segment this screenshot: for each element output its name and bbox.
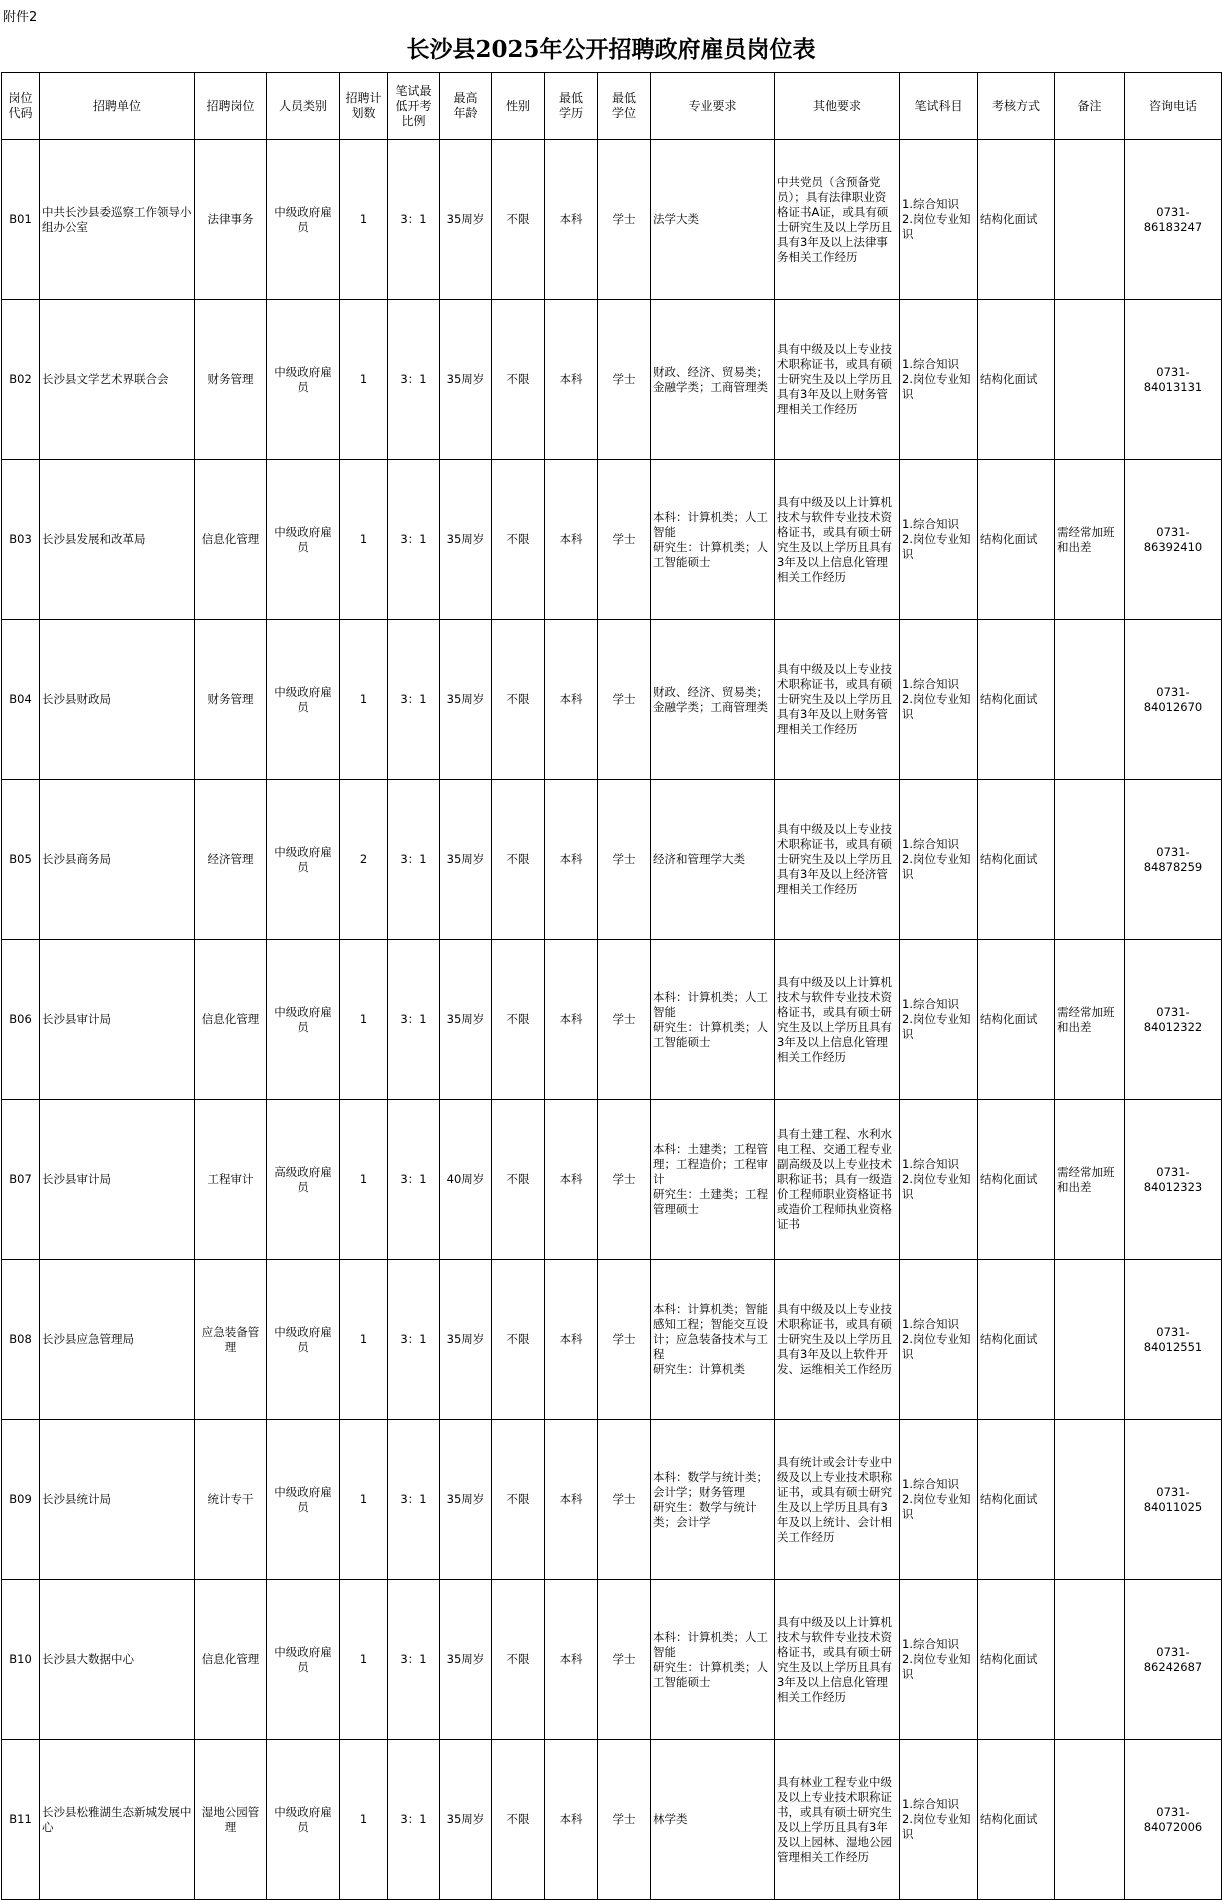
- cell-assessment: 结构化面试: [978, 1260, 1055, 1420]
- cell-note: [1055, 1580, 1125, 1740]
- cell-exam: 1.综合知识 2.岗位专业知识: [900, 1100, 978, 1260]
- cell-unit: 长沙县大数据中心: [40, 1580, 195, 1740]
- cell-other: 具有中级及以上专业技术职称证书，或具有硕士研究生及以上学历且具有3年及以上财务管理相关工作经历: [775, 300, 900, 460]
- cell-plan: 1: [340, 300, 388, 460]
- cell-post: 经济管理: [195, 780, 267, 940]
- cell-education: 本科: [545, 460, 598, 620]
- cell-exam: 1.综合知识 2.岗位专业知识: [900, 300, 978, 460]
- cell-major: 法学大类: [651, 140, 775, 300]
- cell-unit: 长沙县松雅湖生态新城发展中心: [40, 1740, 195, 1900]
- cell-phone: 0731- 84878259: [1125, 780, 1222, 940]
- cell-plan: 1: [340, 1100, 388, 1260]
- cell-education: 本科: [545, 1580, 598, 1740]
- cell-phone: 0731- 84011025: [1125, 1420, 1222, 1580]
- cell-plan: 1: [340, 620, 388, 780]
- cell-code: B04: [2, 620, 40, 780]
- cell-post: 应急装备管理: [195, 1260, 267, 1420]
- cell-age: 35周岁: [440, 140, 492, 300]
- cell-unit: 长沙县发展和改革局: [40, 460, 195, 620]
- cell-note: [1055, 1740, 1125, 1900]
- cell-post: 统计专干: [195, 1420, 267, 1580]
- cell-age: 35周岁: [440, 1260, 492, 1420]
- cell-code: B08: [2, 1260, 40, 1420]
- cell-degree: 学士: [598, 1740, 651, 1900]
- cell-major: 本科：土建类；工程管理；工程造价；工程审计 研究生：土建类；工程管理硕士: [651, 1100, 775, 1260]
- header-row: [2, 73, 1222, 140]
- cell-assessment: 结构化面试: [978, 1580, 1055, 1740]
- header-unit: 招聘单位: [40, 73, 195, 140]
- cell-assessment: 结构化面试: [978, 940, 1055, 1100]
- header-post: 招聘岗位: [195, 73, 267, 140]
- cell-degree: 学士: [598, 460, 651, 620]
- cell-assessment: 结构化面试: [978, 1420, 1055, 1580]
- cell-ratio: 3：1: [388, 780, 440, 940]
- table-row: [2, 1420, 1222, 1580]
- cell-category: 中级政府雇员: [267, 460, 340, 620]
- cell-exam: 1.综合知识 2.岗位专业知识: [900, 1420, 978, 1580]
- cell-category: 中级政府雇员: [267, 1420, 340, 1580]
- cell-assessment: 结构化面试: [978, 300, 1055, 460]
- table-row: [2, 780, 1222, 940]
- cell-assessment: 结构化面试: [978, 1740, 1055, 1900]
- header-code: 岗位 代码: [2, 73, 40, 140]
- cell-ratio: 3：1: [388, 620, 440, 780]
- cell-degree: 学士: [598, 940, 651, 1100]
- cell-unit: 长沙县文学艺术界联合会: [40, 300, 195, 460]
- cell-post: 工程审计: [195, 1100, 267, 1260]
- header-assessment: 考核方式: [978, 73, 1055, 140]
- cell-age: 35周岁: [440, 1740, 492, 1900]
- cell-phone: 0731- 86183247: [1125, 140, 1222, 300]
- cell-degree: 学士: [598, 620, 651, 780]
- cell-phone: 0731- 84012551: [1125, 1260, 1222, 1420]
- cell-other: 具有统计或会计专业中级及以上专业技术职称证书，或具有硕士研究生及以上学历且具有3年及以上统计、会计相关工作经历: [775, 1420, 900, 1580]
- cell-ratio: 3：1: [388, 1420, 440, 1580]
- cell-unit: 长沙县应急管理局: [40, 1260, 195, 1420]
- cell-plan: 1: [340, 1420, 388, 1580]
- cell-code: B03: [2, 460, 40, 620]
- header-major: 专业要求: [651, 73, 775, 140]
- cell-other: 具有中级及以上计算机技术与软件专业技术资格证书，或具有硕士研究生及以上学历且具有3年及以上信息化管理相关工作经历: [775, 1580, 900, 1740]
- cell-phone: 0731- 86242687: [1125, 1580, 1222, 1740]
- cell-education: 本科: [545, 620, 598, 780]
- cell-phone: 0731- 84013131: [1125, 300, 1222, 460]
- cell-degree: 学士: [598, 140, 651, 300]
- cell-ratio: 3：1: [388, 460, 440, 620]
- cell-exam: 1.综合知识 2.岗位专业知识: [900, 780, 978, 940]
- cell-major: 本科：计算机类；人工智能 研究生：计算机类；人工智能硕士: [651, 940, 775, 1100]
- cell-major: 本科：计算机类；人工智能 研究生：计算机类；人工智能硕士: [651, 460, 775, 620]
- cell-other: 具有中级及以上专业技术职称证书，或具有硕士研究生及以上学历且具有3年及以上经济管理相关工作经历: [775, 780, 900, 940]
- cell-post: 信息化管理: [195, 460, 267, 620]
- cell-gender: 不限: [492, 1260, 545, 1420]
- cell-ratio: 3：1: [388, 300, 440, 460]
- table-row: [2, 1740, 1222, 1900]
- cell-ratio: 3：1: [388, 1580, 440, 1740]
- cell-education: 本科: [545, 1100, 598, 1260]
- cell-category: 高级政府雇员: [267, 1100, 340, 1260]
- header-phone: 咨询电话: [1125, 73, 1222, 140]
- table-row: [2, 1580, 1222, 1740]
- header-note: 备注: [1055, 73, 1125, 140]
- cell-other: 中共党员（含预备党员）；具有法律职业资格证书A证，或具有硕士研究生及以上学历且具有3年及以上法律事务相关工作经历: [775, 140, 900, 300]
- cell-assessment: 结构化面试: [978, 780, 1055, 940]
- cell-post: 财务管理: [195, 620, 267, 780]
- cell-other: 具有中级及以上专业技术职称证书，或具有硕士研究生及以上学历且具有3年及以上软件开发、运维相关工作经历: [775, 1260, 900, 1420]
- cell-other: 具有中级及以上计算机技术与软件专业技术资格证书，或具有硕士研究生及以上学历且具有3年及以上信息化管理相关工作经历: [775, 460, 900, 620]
- cell-other: 具有中级及以上专业技术职称证书，或具有硕士研究生及以上学历且具有3年及以上财务管理相关工作经历: [775, 620, 900, 780]
- cell-degree: 学士: [598, 1420, 651, 1580]
- cell-exam: 1.综合知识 2.岗位专业知识: [900, 1740, 978, 1900]
- cell-category: 中级政府雇员: [267, 1580, 340, 1740]
- cell-gender: 不限: [492, 1420, 545, 1580]
- cell-major: 本科：计算机类；人工智能 研究生：计算机类；人工智能硕士: [651, 1580, 775, 1740]
- cell-major: 经济和管理学大类: [651, 780, 775, 940]
- cell-education: 本科: [545, 1260, 598, 1420]
- cell-plan: 1: [340, 460, 388, 620]
- cell-gender: 不限: [492, 1740, 545, 1900]
- cell-age: 35周岁: [440, 1580, 492, 1740]
- cell-phone: 0731- 84072006: [1125, 1740, 1222, 1900]
- header-ratio: 笔试最 低开考 比例: [388, 73, 440, 140]
- cell-exam: 1.综合知识 2.岗位专业知识: [900, 620, 978, 780]
- cell-unit: 中共长沙县委巡察工作领导小组办公室: [40, 140, 195, 300]
- cell-education: 本科: [545, 940, 598, 1100]
- cell-major: 本科：计算机类；智能感知工程；智能交互设计；应急装备技术与工程 研究生：计算机类: [651, 1260, 775, 1420]
- cell-note: [1055, 140, 1125, 300]
- cell-gender: 不限: [492, 300, 545, 460]
- cell-education: 本科: [545, 1740, 598, 1900]
- cell-category: 中级政府雇员: [267, 300, 340, 460]
- cell-plan: 1: [340, 140, 388, 300]
- annex-label: 附件2: [3, 10, 38, 25]
- cell-exam: 1.综合知识 2.岗位专业知识: [900, 140, 978, 300]
- cell-plan: 1: [340, 1260, 388, 1420]
- cell-exam: 1.综合知识 2.岗位专业知识: [900, 460, 978, 620]
- cell-other: 具有中级及以上计算机技术与软件专业技术资格证书，或具有硕士研究生及以上学历且具有3年及以上信息化管理相关工作经历: [775, 940, 900, 1100]
- cell-unit: 长沙县审计局: [40, 1100, 195, 1260]
- cell-post: 信息化管理: [195, 940, 267, 1100]
- cell-note: [1055, 300, 1125, 460]
- cell-phone: 0731- 84012323: [1125, 1100, 1222, 1260]
- cell-phone: 0731- 84012670: [1125, 620, 1222, 780]
- cell-gender: 不限: [492, 1100, 545, 1260]
- table-row: [2, 460, 1222, 620]
- cell-degree: 学士: [598, 780, 651, 940]
- header-category: 人员类别: [267, 73, 340, 140]
- cell-gender: 不限: [492, 940, 545, 1100]
- cell-education: 本科: [545, 300, 598, 460]
- header-gender: 性别: [492, 73, 545, 140]
- cell-ratio: 3：1: [388, 940, 440, 1100]
- cell-note: [1055, 780, 1125, 940]
- cell-unit: 长沙县统计局: [40, 1420, 195, 1580]
- cell-note: [1055, 620, 1125, 780]
- cell-unit: 长沙县财政局: [40, 620, 195, 780]
- cell-plan: 2: [340, 780, 388, 940]
- cell-exam: 1.综合知识 2.岗位专业知识: [900, 940, 978, 1100]
- cell-code: B06: [2, 940, 40, 1100]
- cell-category: 中级政府雇员: [267, 620, 340, 780]
- cell-post: 信息化管理: [195, 1580, 267, 1740]
- cell-unit: 长沙县审计局: [40, 940, 195, 1100]
- cell-assessment: 结构化面试: [978, 460, 1055, 620]
- cell-degree: 学士: [598, 300, 651, 460]
- cell-category: 中级政府雇员: [267, 1260, 340, 1420]
- cell-age: 40周岁: [440, 1100, 492, 1260]
- cell-age: 35周岁: [440, 940, 492, 1100]
- cell-education: 本科: [545, 140, 598, 300]
- cell-gender: 不限: [492, 140, 545, 300]
- header-other: 其他要求: [775, 73, 900, 140]
- cell-gender: 不限: [492, 1580, 545, 1740]
- cell-post: 财务管理: [195, 300, 267, 460]
- header-exam: 笔试科目: [900, 73, 978, 140]
- table-row: [2, 940, 1222, 1100]
- cell-age: 35周岁: [440, 300, 492, 460]
- cell-note: 需经常加班和出差: [1055, 1100, 1125, 1260]
- cell-degree: 学士: [598, 1100, 651, 1260]
- cell-education: 本科: [545, 780, 598, 940]
- cell-age: 35周岁: [440, 620, 492, 780]
- page-title: 长沙县2025年公开招聘政府雇员岗位表: [406, 36, 816, 63]
- cell-plan: 1: [340, 1580, 388, 1740]
- cell-note: [1055, 1260, 1125, 1420]
- cell-age: 35周岁: [440, 1420, 492, 1580]
- cell-gender: 不限: [492, 460, 545, 620]
- cell-gender: 不限: [492, 780, 545, 940]
- table-row: [2, 140, 1222, 300]
- cell-ratio: 3：1: [388, 1740, 440, 1900]
- cell-unit: 长沙县商务局: [40, 780, 195, 940]
- cell-post: 法律事务: [195, 140, 267, 300]
- cell-degree: 学士: [598, 1260, 651, 1420]
- cell-post: 湿地公园管理: [195, 1740, 267, 1900]
- table-row: [2, 620, 1222, 780]
- table-row: [2, 1260, 1222, 1420]
- cell-major: 财政、经济、贸易类；金融学类；工商管理类: [651, 300, 775, 460]
- cell-ratio: 3：1: [388, 1260, 440, 1420]
- cell-category: 中级政府雇员: [267, 1740, 340, 1900]
- cell-plan: 1: [340, 940, 388, 1100]
- cell-major: 财政、经济、贸易类；金融学类；工商管理类: [651, 620, 775, 780]
- cell-code: B05: [2, 780, 40, 940]
- cell-plan: 1: [340, 1740, 388, 1900]
- cell-note: [1055, 1420, 1125, 1580]
- cell-education: 本科: [545, 1420, 598, 1580]
- cell-note: 需经常加班和出差: [1055, 460, 1125, 620]
- cell-exam: 1.综合知识 2.岗位专业知识: [900, 1580, 978, 1740]
- cell-code: B09: [2, 1420, 40, 1580]
- cell-assessment: 结构化面试: [978, 620, 1055, 780]
- cell-code: B11: [2, 1740, 40, 1900]
- cell-exam: 1.综合知识 2.岗位专业知识: [900, 1260, 978, 1420]
- cell-phone: 0731- 86392410: [1125, 460, 1222, 620]
- cell-code: B01: [2, 140, 40, 300]
- table-row: [2, 1100, 1222, 1260]
- cell-age: 35周岁: [440, 780, 492, 940]
- cell-phone: 0731- 84012322: [1125, 940, 1222, 1100]
- cell-code: B10: [2, 1580, 40, 1740]
- table-row: [2, 300, 1222, 460]
- header-age: 最高 年龄: [440, 73, 492, 140]
- cell-major: 林学类: [651, 1740, 775, 1900]
- header-plan: 招聘计 划数: [340, 73, 388, 140]
- cell-other: 具有林业工程专业中级及以上专业技术职称证书，或具有硕士研究生及以上学历且具有3年及以上园林、湿地公园管理相关工作经历: [775, 1740, 900, 1900]
- cell-code: B07: [2, 1100, 40, 1260]
- positions-table: [1, 72, 1222, 1900]
- cell-other: 具有土建工程、水利水电工程、交通工程专业副高级及以上专业技术职称证书；具有一级造价工程师职业资格证书或造价工程师执业资格证书: [775, 1100, 900, 1260]
- cell-gender: 不限: [492, 620, 545, 780]
- cell-category: 中级政府雇员: [267, 940, 340, 1100]
- header-degree: 最低 学位: [598, 73, 651, 140]
- cell-assessment: 结构化面试: [978, 140, 1055, 300]
- cell-degree: 学士: [598, 1580, 651, 1740]
- cell-ratio: 3：1: [388, 140, 440, 300]
- cell-age: 35周岁: [440, 460, 492, 620]
- cell-category: 中级政府雇员: [267, 140, 340, 300]
- cell-code: B02: [2, 300, 40, 460]
- header-education: 最低 学历: [545, 73, 598, 140]
- cell-category: 中级政府雇员: [267, 780, 340, 940]
- cell-note: 需经常加班和出差: [1055, 940, 1125, 1100]
- cell-major: 本科：数学与统计类；会计学；财务管理 研究生：数学与统计类；会计学: [651, 1420, 775, 1580]
- cell-assessment: 结构化面试: [978, 1100, 1055, 1260]
- cell-ratio: 3：1: [388, 1100, 440, 1260]
